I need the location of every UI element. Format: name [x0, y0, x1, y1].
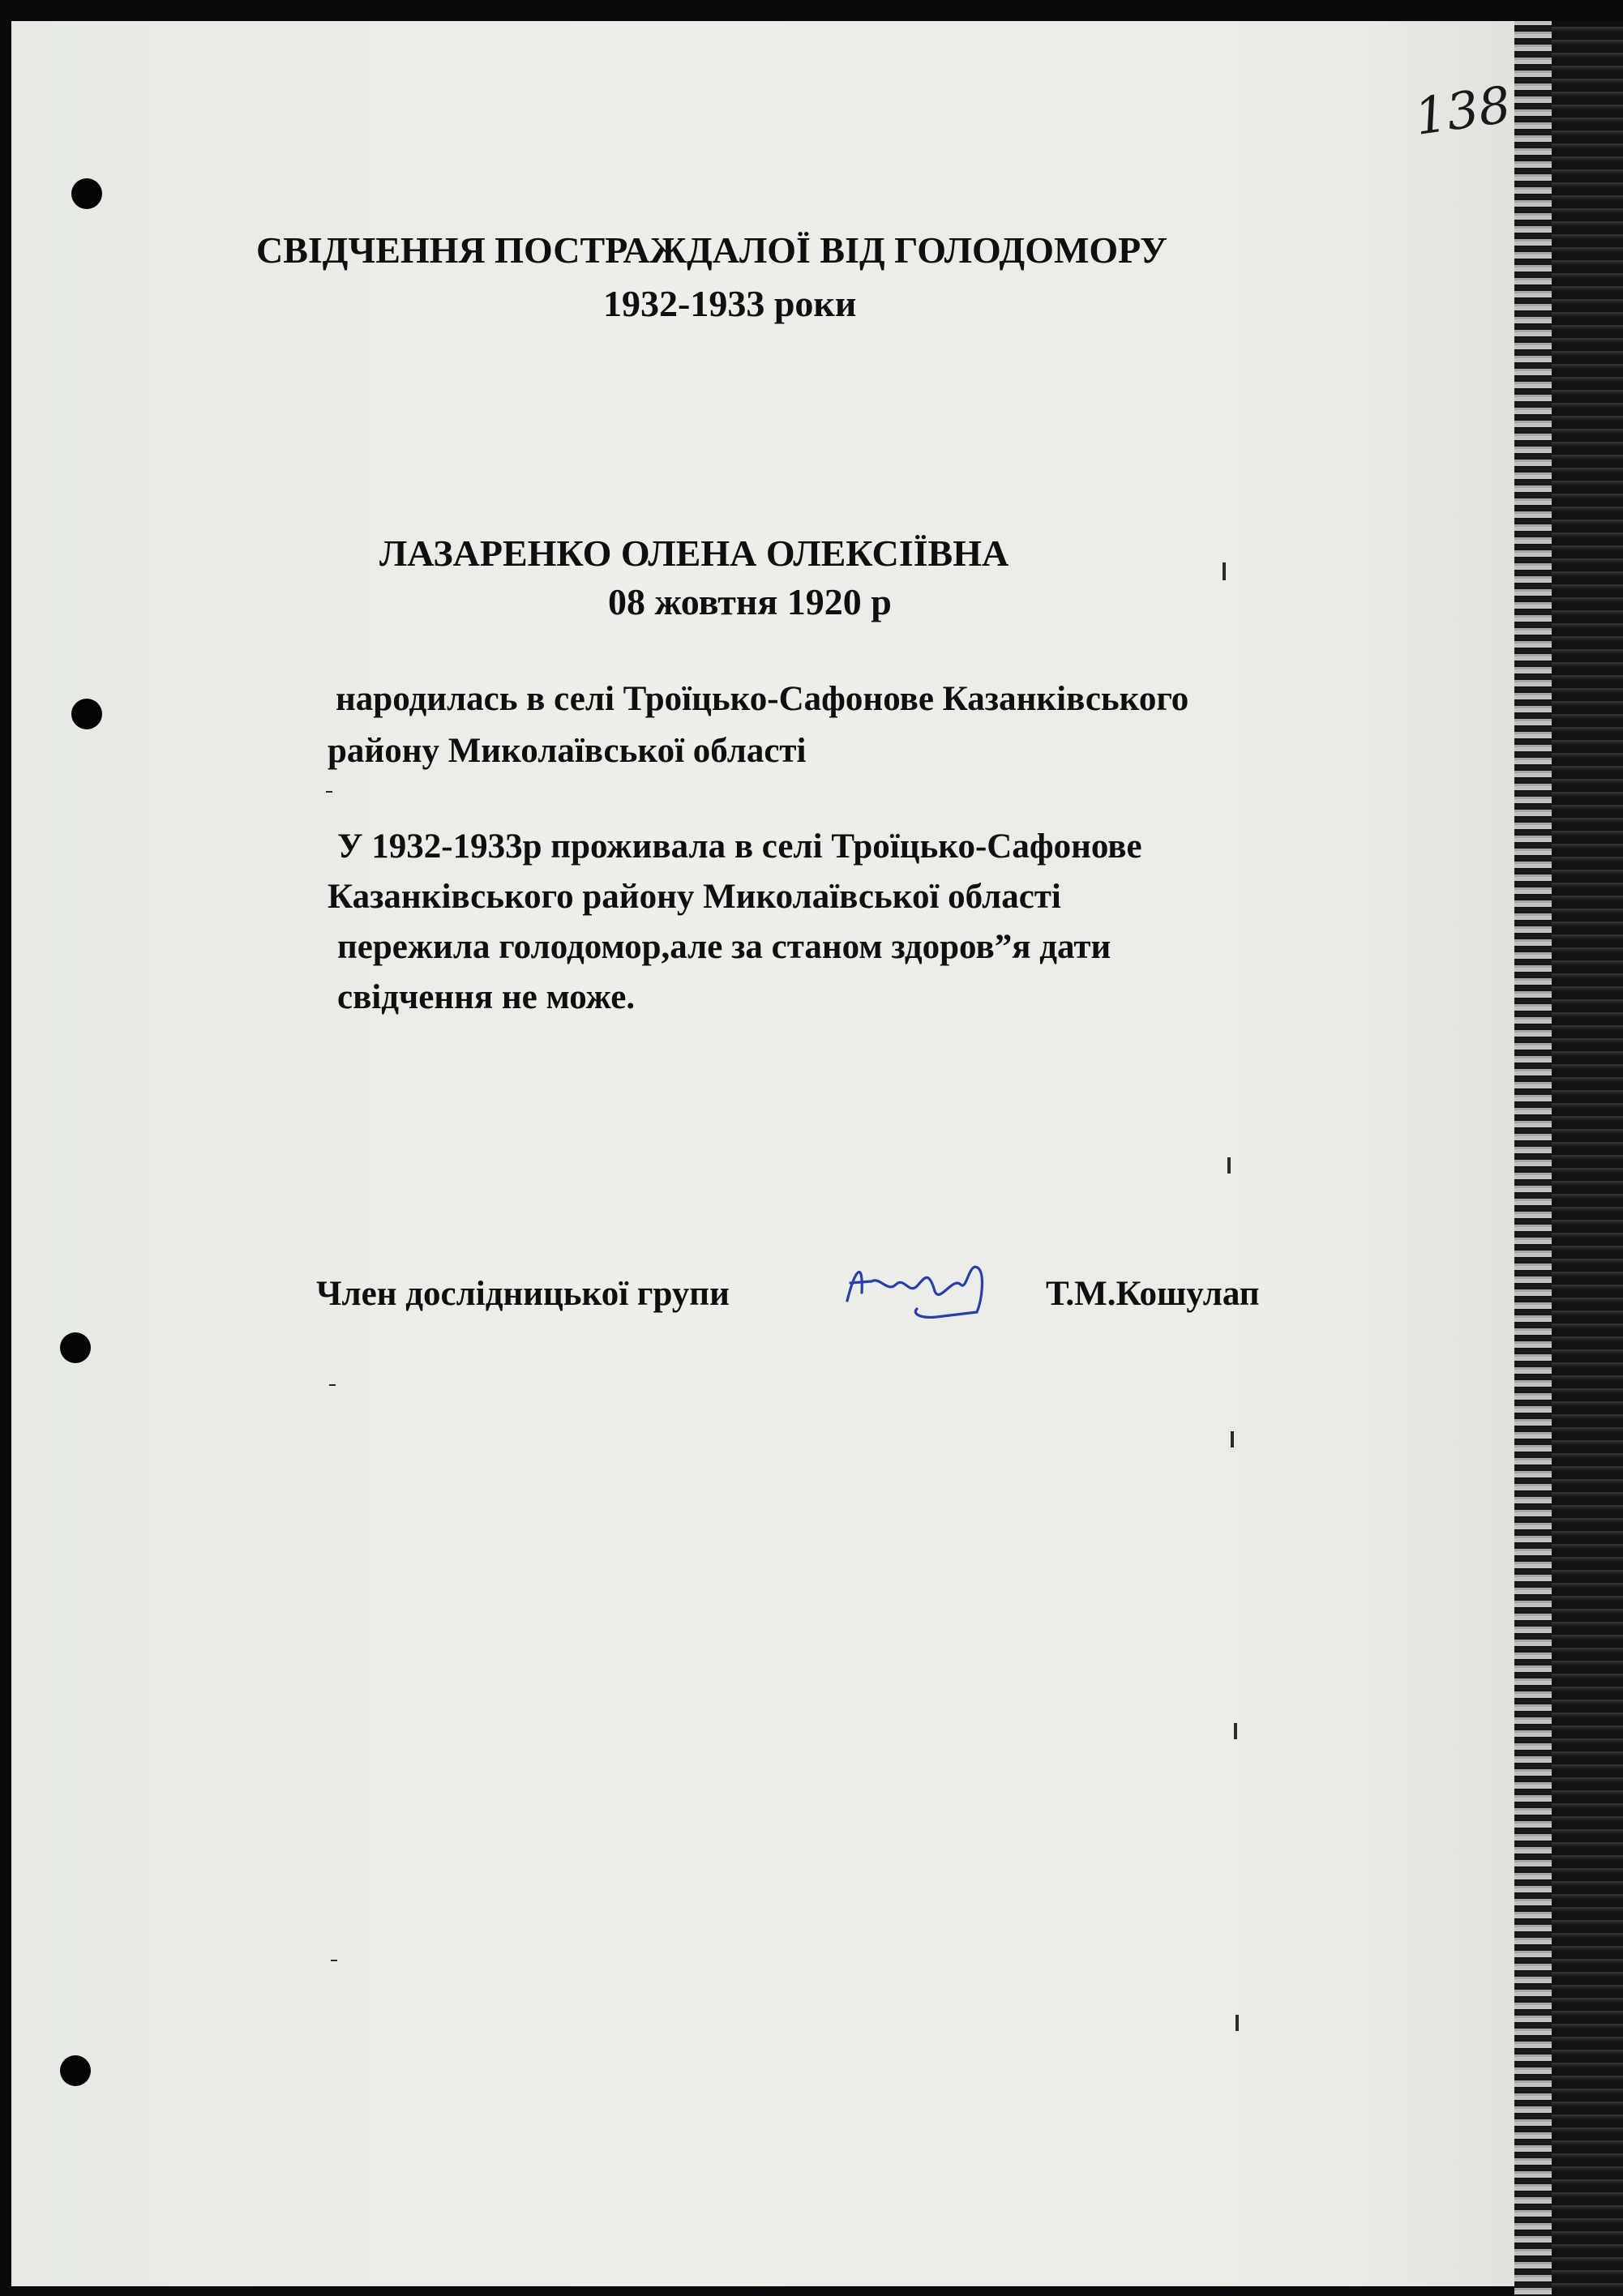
- scan-speck: [331, 1960, 337, 1961]
- testimony-line-2: Казанківського району Миколаївської області: [328, 878, 1061, 916]
- paper-sheet: [11, 21, 1574, 2286]
- punch-hole: [60, 2055, 91, 2086]
- punch-hole: [71, 699, 102, 729]
- testimony-line-3: пережила голодомор,але за станом здоров”я дати: [337, 928, 1111, 966]
- heading-years: 1932-1933 роки: [603, 283, 857, 324]
- testimony-line-1: У 1932-1933р проживала в селі Троїцько-Сафонове: [337, 827, 1142, 866]
- page-number: 138: [1411, 75, 1514, 147]
- scan-speck: [1223, 562, 1226, 580]
- handwritten-signature: [839, 1244, 1009, 1333]
- heading-title: СВІДЧЕННЯ ПОСТРАЖДАЛОЇ ВІД ГОЛОДОМОРУ: [256, 229, 1167, 271]
- birthplace-line-2: району Миколаївської області: [328, 732, 807, 770]
- scan-speck: [1234, 1723, 1237, 1739]
- scan-speck: [329, 1384, 336, 1386]
- signer-name: Т.М.Кошулап: [1046, 1275, 1260, 1313]
- scan-speck: [326, 791, 332, 793]
- testimony-line-4: свідчення не може.: [337, 978, 636, 1016]
- birth-date: 08 жовтня 1920 р: [608, 581, 892, 622]
- scan-speck: [1235, 2015, 1239, 2031]
- scan-speck: [1231, 1431, 1234, 1447]
- signatory-role: Член дослідницької групи: [316, 1275, 730, 1313]
- birthplace-line-1: народилась в селі Троїцько-Сафонове Казанківського: [336, 680, 1189, 718]
- person-name: ЛАЗАРЕНКО ОЛЕНА ОЛЕКСІЇВНА: [379, 532, 1009, 574]
- scan-speck: [1227, 1157, 1231, 1174]
- punch-hole: [60, 1332, 91, 1363]
- punch-hole: [71, 178, 102, 209]
- torn-binding-edge: [1514, 21, 1623, 2296]
